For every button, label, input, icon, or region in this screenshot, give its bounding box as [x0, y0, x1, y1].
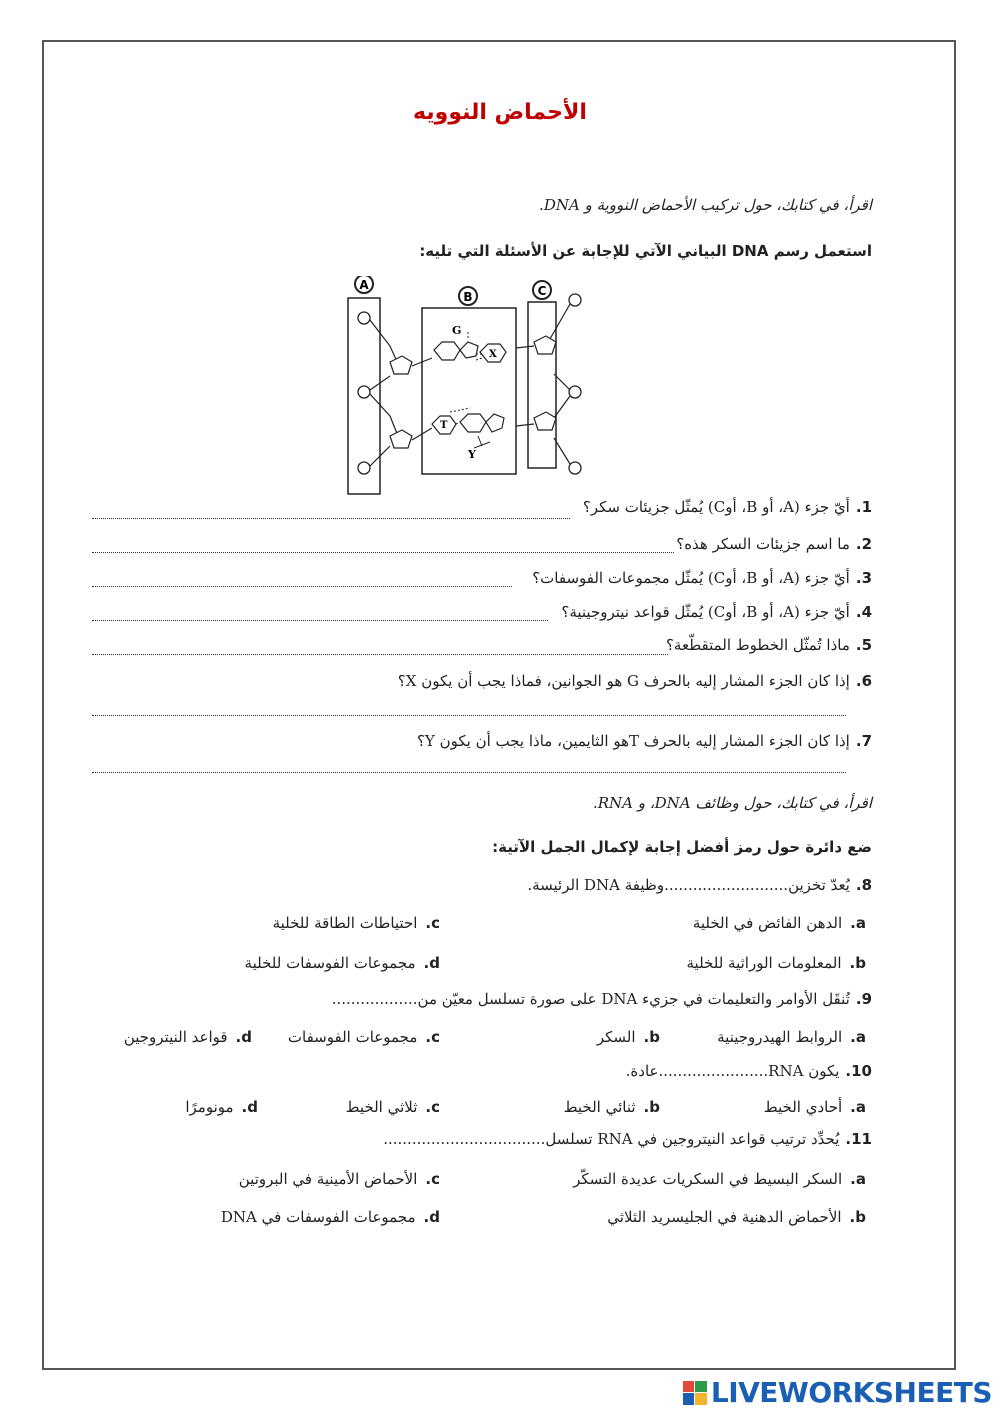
intro-structure: اقرأ، في كتابك، حول تركيب الأحماض النووية و DNA.: [539, 196, 872, 214]
q9-option-c[interactable]: c.مجموعات الفوسفات: [287, 1028, 440, 1046]
question-5: 5.ماذا تُمثّل الخطوط المتقطّعة؟: [665, 636, 872, 654]
answer-line-5[interactable]: [92, 654, 668, 655]
label-c: C: [537, 284, 547, 298]
q8-option-b[interactable]: b.المعلومات الوراثية للخلية: [686, 954, 866, 972]
answer-line-4[interactable]: [92, 620, 548, 621]
answer-line-3[interactable]: [92, 586, 512, 587]
q8-option-a[interactable]: a.الدهن الفائض في الخلية: [692, 914, 866, 932]
answer-line-1[interactable]: [92, 518, 570, 519]
logo-text: LIVEWORKSHEETS: [710, 1376, 992, 1409]
answer-line-7[interactable]: [92, 772, 846, 773]
q8-option-d[interactable]: d.مجموعات الفوسفات للخلية: [244, 954, 440, 972]
label-y: Y: [468, 448, 476, 461]
intro-functions: اقرأ، في كتابك، حول وظائف DNA، و RNA.: [592, 794, 872, 812]
label-a: A: [359, 278, 369, 292]
dna-diagram: [340, 276, 590, 500]
q10-option-b[interactable]: b.ثنائي الخيط: [563, 1098, 660, 1116]
q10-option-c[interactable]: c.ثلاثي الخيط: [345, 1098, 440, 1116]
liveworksheets-logo-icon: [683, 1381, 707, 1405]
answer-line-2[interactable]: [92, 552, 674, 553]
question-2: 2.ما اسم جزيئات السكر هذه؟: [676, 535, 872, 553]
q9-option-b[interactable]: b.السكر: [596, 1028, 660, 1046]
question-6: 6.إذا كان الجزء المشار إليه بالحرف G هو الجوانين، فماذا يجب أن يكون X؟: [397, 672, 872, 690]
intro-diagram: استعمل رسم DNA البياني الآتي للإجابة عن الأسئلة التي تليه:: [419, 242, 872, 260]
q11-option-d[interactable]: d.مجموعات الفوسفات في DNA: [220, 1208, 440, 1226]
question-3: 3.أيّ جزء (A، أو B، أوC) يُمثّل مجموعات الفوسفات؟: [532, 569, 872, 587]
q11-option-a[interactable]: a.السكر البسيط في السكريات عديدة التسكّر: [573, 1170, 866, 1188]
label-g: G: [452, 324, 462, 337]
q10-option-d[interactable]: d.مونومرًا: [185, 1098, 258, 1116]
question-10: 10.يكون RNA.......................عادة.: [625, 1062, 872, 1080]
page-title: الأحماض النوويه: [413, 100, 587, 125]
label-t: T: [440, 420, 448, 431]
question-11: 11.يُحدِّد ترتيب قواعد النيتروجين في RNA تسلسل..................................: [383, 1130, 872, 1148]
question-9: 9.تُنقَل الأوامر والتعليمات في جزيء DNA على صورة تسلسل معيّن من..................: [331, 990, 872, 1008]
q8-option-c[interactable]: c.احتياطات الطاقة للخلية: [272, 914, 440, 932]
q11-option-c[interactable]: c.الأحماض الأمينية في البروتين: [238, 1170, 440, 1188]
label-b: B: [463, 290, 473, 304]
q9-option-a[interactable]: a.الروابط الهيدروجينية: [717, 1028, 866, 1046]
liveworksheets-logo[interactable]: [683, 1376, 992, 1409]
question-7: 7.إذا كان الجزء المشار إليه بالحرف Tهو الثايمين، ماذا يجب أن يكون Y؟: [416, 732, 872, 750]
label-x: X: [489, 349, 497, 360]
q9-option-d[interactable]: d.قواعد النيتروجين: [123, 1028, 252, 1046]
q11-option-b[interactable]: b.الأحماض الدهنية في الجليسريد الثلاثي: [607, 1208, 866, 1226]
question-8: 8.يُعدّ تخزين..........................وظيفة DNA الرئيسة.: [527, 876, 872, 894]
intro-circle: ضع دائرة حول رمز أفضل إجابة لإكمال الجمل الآتية:: [492, 838, 872, 856]
question-4: 4.أيّ جزء (A، أو B، أوC) يُمثّل قواعد نيتروجينية؟: [561, 603, 872, 621]
q10-option-a[interactable]: a.أحادي الخيط: [763, 1098, 866, 1116]
answer-line-6[interactable]: [92, 715, 846, 716]
box-c: [528, 302, 556, 468]
question-1: 1.أيّ جزء (A، أو B، أوC) يُمثّل جزيئات سكر؟: [582, 498, 872, 516]
